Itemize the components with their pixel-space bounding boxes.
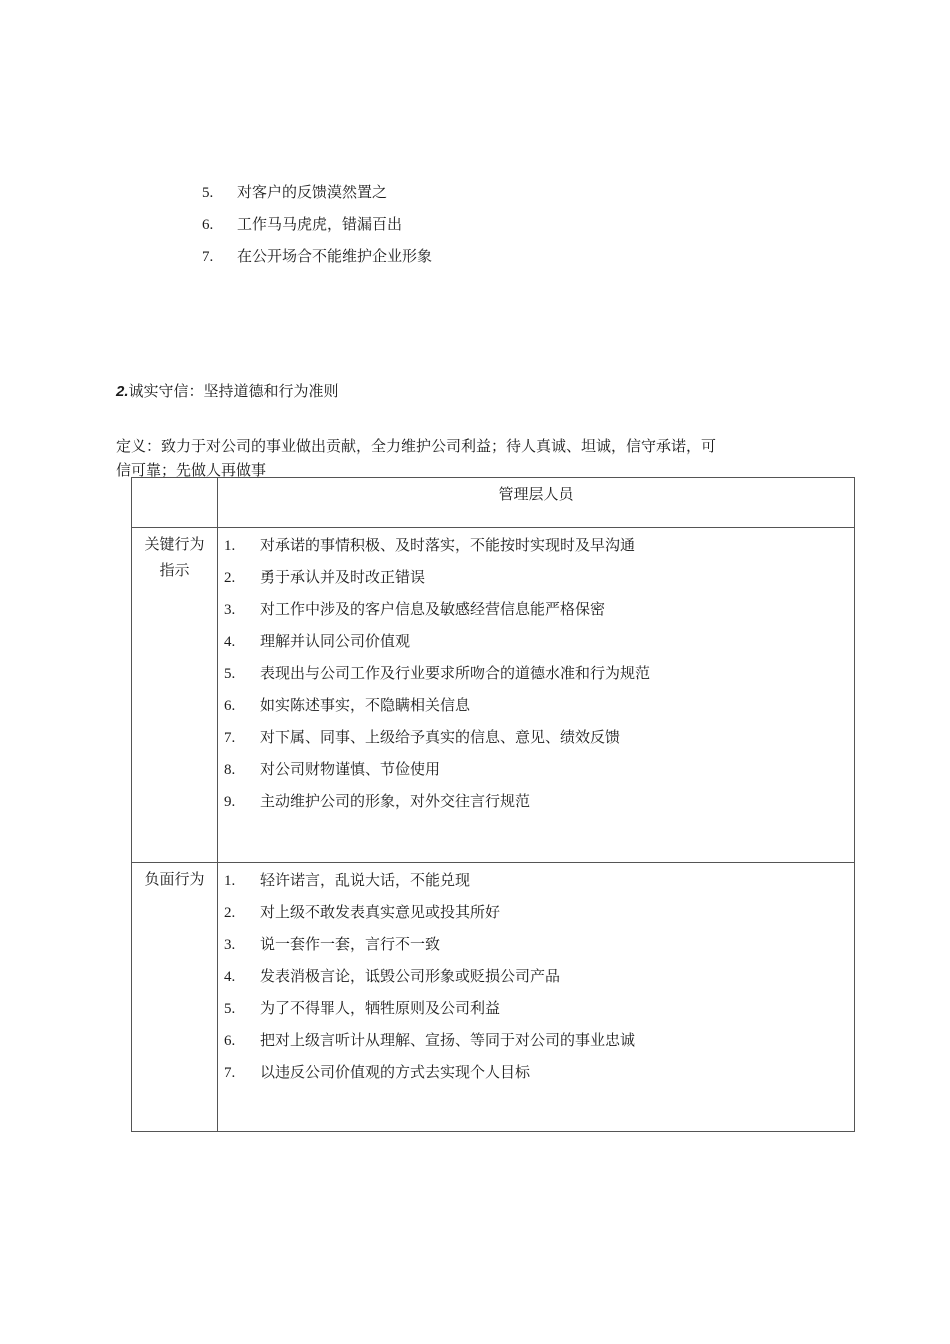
- list-item: [224, 724, 854, 756]
- list-item: [224, 564, 854, 596]
- list-item: [224, 1027, 854, 1059]
- list-item: [224, 788, 854, 820]
- list-item: [224, 931, 854, 963]
- item-text: 对客户的反馈漠然置之: [237, 183, 388, 201]
- item-number: 5.: [202, 185, 214, 201]
- item-number: 3.: [224, 602, 236, 618]
- item-number: 4.: [224, 969, 236, 985]
- item-number: 6.: [224, 1033, 236, 1049]
- item-number: 6.: [224, 698, 236, 714]
- list-item: [202, 180, 432, 212]
- item-text: 发表消极言论，诋毁公司形象或贬损公司产品: [260, 967, 561, 985]
- table-header-cell: 管理层人员: [218, 478, 855, 528]
- table-row: [132, 863, 855, 1132]
- item-text: 表现出与公司工作及行业要求所吻合的道德水准和行为规范: [260, 664, 651, 682]
- item-number: 5.: [224, 1001, 236, 1017]
- item-text: 以违反公司价值观的方式去实现个人目标: [260, 1063, 531, 1081]
- item-number: 1.: [224, 873, 236, 889]
- item-number: 1.: [224, 538, 236, 554]
- list-item: [224, 628, 854, 660]
- list-item: [224, 596, 854, 628]
- list-item: [224, 756, 854, 788]
- key-label-line-2: 指示: [159, 561, 190, 579]
- definition-line-1: 定义：致力于对公司的事业做出贡献，全力维护公司利益；待人真诚、坦诚，信守承诺，可: [116, 437, 717, 455]
- item-number: 3.: [224, 937, 236, 953]
- list-item: [224, 1059, 854, 1091]
- item-text: 对上级不敢发表真实意见或投其所好: [260, 903, 501, 921]
- item-number: 6.: [202, 217, 214, 233]
- item-text: 理解并认同公司价值观: [260, 632, 411, 650]
- table-corner-cell: [132, 478, 218, 528]
- key-behavior-label: [132, 528, 218, 863]
- list-item: [224, 963, 854, 995]
- item-text: 说一套作一套，言行不一致: [260, 935, 441, 953]
- definition-line-2: 信可靠；先做人再做事: [116, 461, 267, 479]
- section-heading: [116, 380, 339, 403]
- item-text: 工作马马虎虎，错漏百出: [237, 215, 403, 233]
- item-number: 8.: [224, 762, 236, 778]
- list-item: [202, 244, 432, 276]
- negative-behavior-label: 负面行为: [132, 863, 218, 1132]
- behavior-table: [131, 477, 855, 1132]
- negative-behavior-list: [218, 863, 855, 1132]
- item-text: 对承诺的事情积极、及时落实，不能按时实现时及早沟通: [260, 536, 636, 554]
- item-text: 对下属、同事、上级给予真实的信息、意见、绩效反馈: [260, 728, 621, 746]
- table-row: [132, 528, 855, 863]
- item-text: 如实陈述事实，不隐瞒相关信息: [260, 696, 471, 714]
- item-number: 2.: [224, 570, 236, 586]
- item-text: 勇于承认并及时改正错误: [260, 568, 426, 586]
- list-item: [224, 867, 854, 899]
- item-text: 对公司财物谨慎、节俭使用: [260, 760, 441, 778]
- section-title: 诚实守信：坚持道德和行为准则: [128, 382, 339, 400]
- item-number: 7.: [202, 249, 214, 265]
- list-item: [224, 692, 854, 724]
- item-text: 主动维护公司的形象，对外交往言行规范: [260, 792, 531, 810]
- section-number: 2.: [116, 383, 129, 400]
- key-label-line-1: 关键行为: [144, 535, 205, 553]
- item-number: 9.: [224, 794, 236, 810]
- item-text: 在公开场合不能维护企业形象: [237, 247, 433, 265]
- item-text: 为了不得罪人，牺牲原则及公司利益: [260, 999, 501, 1017]
- table-header-row: [132, 478, 855, 528]
- item-text: 把对上级言听计从理解、宣扬、等同于对公司的事业忠诚: [260, 1031, 636, 1049]
- item-text: 对工作中涉及的客户信息及敏感经营信息能严格保密: [260, 600, 606, 618]
- list-item: [224, 532, 854, 564]
- definition-paragraph: [116, 434, 806, 482]
- key-behavior-list: [218, 528, 855, 863]
- item-number: 7.: [224, 730, 236, 746]
- item-number: 2.: [224, 905, 236, 921]
- list-item: [202, 212, 432, 244]
- item-number: 7.: [224, 1065, 236, 1081]
- item-number: 4.: [224, 634, 236, 650]
- list-item: [224, 899, 854, 931]
- list-item: [224, 995, 854, 1027]
- list-item: [224, 660, 854, 692]
- top-numbered-list: [202, 180, 432, 276]
- item-text: 轻许诺言，乱说大话，不能兑现: [260, 871, 471, 889]
- item-number: 5.: [224, 666, 236, 682]
